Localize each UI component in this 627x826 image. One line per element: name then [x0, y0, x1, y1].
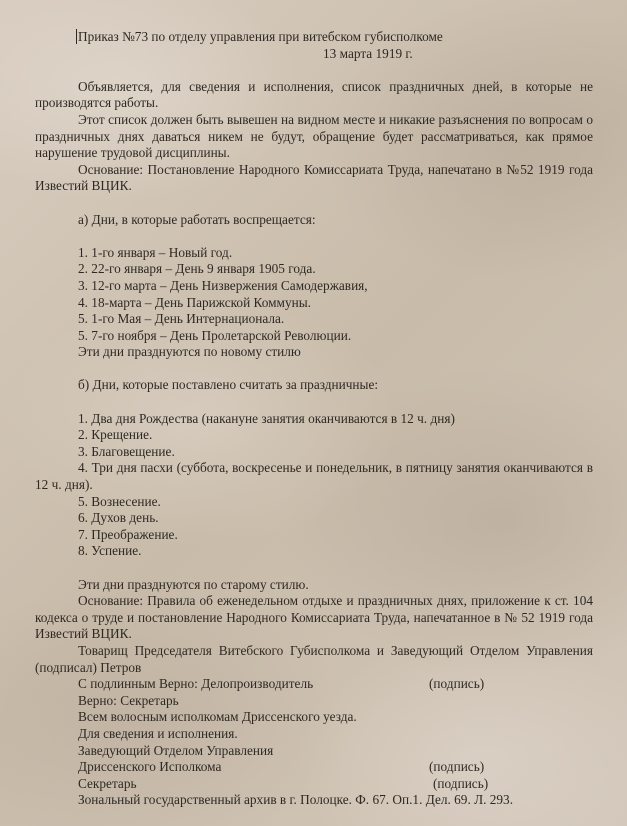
list-item: 8. Успение.: [78, 543, 142, 559]
addressee: Всем волосным исполкомам Дриссенского уезда.: [78, 709, 357, 725]
list-item: 5. Вознесение.: [78, 493, 161, 509]
drissa-label: Дриссенского Исполкома: [78, 759, 222, 775]
spacer: [35, 62, 593, 79]
section-b-list: [35, 411, 593, 560]
list-item: 2. Крещение.: [78, 427, 153, 443]
certified-row: [35, 676, 593, 693]
list-item: 4. Три дня пасхи (суббота, воскресенье и понедельник, в пятницу занятия оканчиваются в 12 ч. дня).: [35, 460, 593, 493]
archive-reference: Зональный государственный архив в г. Полоцке. Ф. 67. Оп.1. Дел. 69. Л. 293.: [78, 792, 514, 808]
spacer: [35, 195, 593, 212]
signed-by-paragraph: Товарищ Председателя Витебского Губисполкома и Заведующий Отделом Управления (подписал) Петров: [35, 642, 593, 675]
spacer: [35, 394, 593, 411]
old-style-note: Эти дни празднуются по старому стилю.: [78, 576, 309, 592]
list-item: 1. Два дня Рождества (накануне занятия оканчиваются в 12 ч. дня): [78, 410, 455, 426]
list-item: 6. Духов день.: [78, 510, 159, 526]
head-of-department: Заведующий Отделом Управления: [78, 742, 274, 758]
intro-paragraph-1: Объявляется, для сведения и исполнения, список праздничных дней, в которые не производятся работы.: [35, 78, 593, 111]
basis-paragraph-1: Основание: Постановление Народного Комиссариата Труда, напечатано в №52 1919 года Известий ВЦИК.: [35, 161, 593, 194]
secretary-row: [35, 776, 593, 793]
secretary-verified: Верно: Секретарь: [78, 692, 179, 708]
list-item: 3. 12-го марта – День Низвержения Самодержавия,: [78, 277, 368, 293]
spacer: [35, 228, 593, 245]
list-item: 4. 18-марта – День Парижской Коммуны.: [78, 294, 311, 310]
drissa-row: [35, 759, 593, 776]
signature-placeholder: (подпись): [433, 775, 489, 791]
intro-paragraph-2: Этот список должен быть вывешен на видном месте и никакие разъяснения по вопросам о праздничных днях даваться никем не будут, обращение будет рассматриваться, как прямое нарушение трудовой дисциплины.: [35, 111, 593, 161]
for-info: Для сведения и исполнения.: [78, 725, 238, 741]
certified-label: С подлинным Верно: Делопроизводитель: [78, 676, 314, 692]
document-date: 13 марта 1919 г.: [323, 45, 413, 61]
section-a-note: Эти дни празднуются по новому стилю: [78, 344, 301, 360]
signature-placeholder: (подпись): [429, 759, 485, 775]
signature-placeholder: (подпись): [429, 676, 485, 692]
list-item: 5. 1-го Мая – День Интернационала.: [78, 311, 285, 327]
basis-paragraph-2: Основание: Правила об еженедельном отдыхе и праздничных днях, приложение к ст. 104 кодекса о труде и постановление Народного Комиссариата Труда, напечатанное в № 52 1919 года Известий ВЦИК.: [35, 593, 593, 642]
document-title: Приказ №73 по отделу управления при витебском губисполкоме: [78, 29, 443, 44]
list-item: 2. 22-го января – День 9 января 1905 года.: [78, 261, 316, 277]
section-b-heading: б) Дни, которые поставлено считать за праздничные:: [78, 377, 379, 393]
list-item: 5. 7-го ноября – День Пролетарской Революции.: [78, 327, 352, 343]
secretary-label: Секретарь: [78, 775, 137, 791]
list-item: 1. 1-го января – Новый год.: [78, 244, 233, 260]
section-a-heading: а) Дни, в которые работать воспрещается:: [78, 211, 316, 227]
spacer: [35, 560, 593, 577]
list-item: 3. Благовещение.: [78, 443, 175, 459]
section-a-list: [35, 245, 593, 345]
list-item: 7. Преображение.: [78, 526, 178, 542]
spacer: [35, 361, 593, 378]
